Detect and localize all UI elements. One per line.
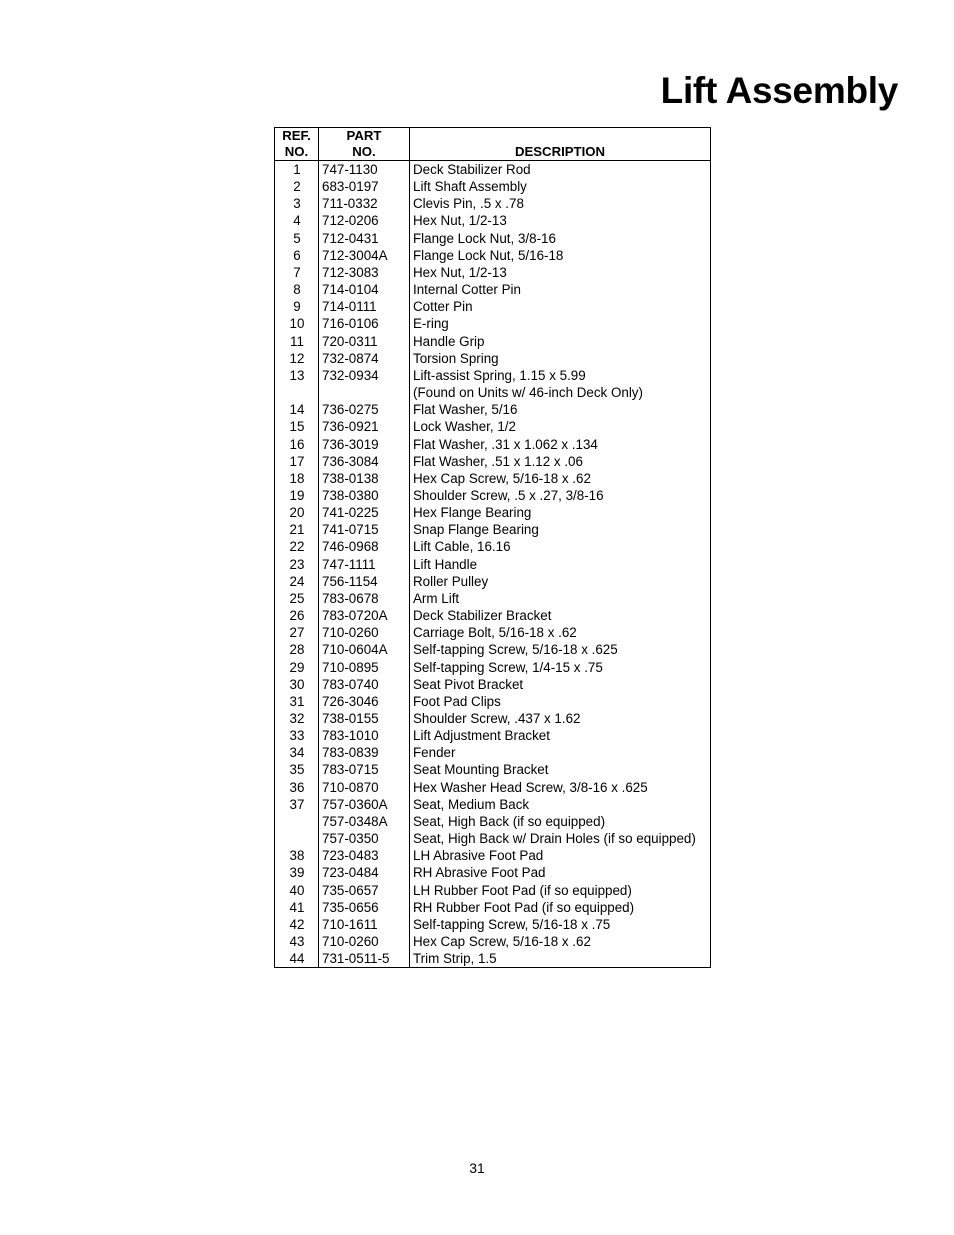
table-row: [275, 813, 711, 830]
parts-table-header-row: [275, 128, 711, 161]
part-no-cell: 710-1611: [319, 916, 410, 933]
ref-no-cell: 3: [275, 195, 319, 212]
description-cell: Deck Stabilizer Rod: [410, 161, 711, 179]
table-row: [275, 367, 711, 384]
description-cell: Roller Pulley: [410, 573, 711, 590]
part-no-cell: 712-0431: [319, 230, 410, 247]
ref-no-cell: 15: [275, 418, 319, 435]
table-row: [275, 418, 711, 435]
table-row: [275, 453, 711, 470]
header-ref-line1: REF.: [282, 128, 311, 143]
ref-no-cell: 21: [275, 521, 319, 538]
table-row: [275, 384, 711, 401]
description-cell: Lift Adjustment Bracket: [410, 727, 711, 744]
table-row: [275, 264, 711, 281]
table-row: [275, 933, 711, 950]
part-no-cell: 712-0206: [319, 212, 410, 229]
part-no-cell: 783-0740: [319, 676, 410, 693]
header-ref-line2: NO.: [284, 143, 309, 159]
page-number: 31: [469, 1160, 485, 1176]
table-row: [275, 573, 711, 590]
table-row: [275, 436, 711, 453]
parts-table-body: [275, 161, 711, 968]
table-row: [275, 796, 711, 813]
ref-no-cell: 14: [275, 401, 319, 418]
description-cell: (Found on Units w/ 46-inch Deck Only): [410, 384, 711, 401]
ref-no-cell: 8: [275, 281, 319, 298]
part-no-cell: 741-0715: [319, 521, 410, 538]
ref-no-cell: 24: [275, 573, 319, 590]
part-no-cell: 712-3083: [319, 264, 410, 281]
description-cell: Lift Shaft Assembly: [410, 178, 711, 195]
table-row: [275, 212, 711, 229]
part-no-cell: 747-1130: [319, 161, 410, 179]
header-part-line2: NO.: [352, 143, 376, 159]
ref-no-cell: 37: [275, 796, 319, 813]
description-cell: Carriage Bolt, 5/16-18 x .62: [410, 624, 711, 641]
table-row: [275, 247, 711, 264]
ref-no-cell: 33: [275, 727, 319, 744]
part-no-cell: 746-0968: [319, 538, 410, 555]
description-cell: Arm Lift: [410, 590, 711, 607]
part-no-cell: 735-0657: [319, 882, 410, 899]
table-row: [275, 230, 711, 247]
description-cell: Hex Nut, 1/2-13: [410, 212, 711, 229]
ref-no-cell: 26: [275, 607, 319, 624]
description-cell: Hex Nut, 1/2-13: [410, 264, 711, 281]
table-row: [275, 641, 711, 658]
description-cell: Seat Mounting Bracket: [410, 761, 711, 778]
ref-no-cell: [275, 813, 319, 830]
header-description: [410, 128, 711, 161]
part-no-cell: 683-0197: [319, 178, 410, 195]
ref-no-cell: 44: [275, 950, 319, 968]
description-cell: RH Abrasive Foot Pad: [410, 864, 711, 881]
description-cell: Lift-assist Spring, 1.15 x 5.99: [410, 367, 711, 384]
table-row: [275, 504, 711, 521]
table-row: [275, 538, 711, 555]
table-row: [275, 281, 711, 298]
ref-no-cell: 30: [275, 676, 319, 693]
description-cell: Hex Cap Screw, 5/16-18 x .62: [410, 933, 711, 950]
ref-no-cell: 12: [275, 350, 319, 367]
ref-no-cell: 38: [275, 847, 319, 864]
part-no-cell: 741-0225: [319, 504, 410, 521]
part-no-cell: 711-0332: [319, 195, 410, 212]
table-row: [275, 693, 711, 710]
part-no-cell: 736-0275: [319, 401, 410, 418]
part-no-cell: 710-0870: [319, 779, 410, 796]
ref-no-cell: [275, 384, 319, 401]
part-no-cell: 716-0106: [319, 315, 410, 332]
table-row: [275, 624, 711, 641]
ref-no-cell: 7: [275, 264, 319, 281]
part-no-cell: 736-3019: [319, 436, 410, 453]
description-cell: Torsion Spring: [410, 350, 711, 367]
ref-no-cell: 40: [275, 882, 319, 899]
part-no-cell: 726-3046: [319, 693, 410, 710]
description-cell: Cotter Pin: [410, 298, 711, 315]
part-no-cell: 783-1010: [319, 727, 410, 744]
part-no-cell: 757-0348A: [319, 813, 410, 830]
description-cell: Clevis Pin, .5 x .78: [410, 195, 711, 212]
part-no-cell: 710-0895: [319, 659, 410, 676]
header-ref-no: [275, 128, 319, 161]
part-no-cell: 723-0483: [319, 847, 410, 864]
description-cell: Shoulder Screw, .437 x 1.62: [410, 710, 711, 727]
description-cell: Seat, High Back (if so equipped): [410, 813, 711, 830]
part-no-cell: 723-0484: [319, 864, 410, 881]
header-description-label: DESCRIPTION: [514, 143, 606, 159]
table-row: [275, 470, 711, 487]
ref-no-cell: 34: [275, 744, 319, 761]
ref-no-cell: 20: [275, 504, 319, 521]
table-row: [275, 195, 711, 212]
description-cell: Shoulder Screw, .5 x .27, 3/8-16: [410, 487, 711, 504]
ref-no-cell: 4: [275, 212, 319, 229]
description-cell: Self-tapping Screw, 1/4-15 x .75: [410, 659, 711, 676]
ref-no-cell: 11: [275, 333, 319, 350]
ref-no-cell: 41: [275, 899, 319, 916]
parts-table: [274, 127, 711, 968]
ref-no-cell: 5: [275, 230, 319, 247]
part-no-cell: 735-0656: [319, 899, 410, 916]
part-no-cell: 710-0604A: [319, 641, 410, 658]
table-row: [275, 401, 711, 418]
table-row: [275, 710, 711, 727]
part-no-cell: 712-3004A: [319, 247, 410, 264]
ref-no-cell: 10: [275, 315, 319, 332]
description-cell: Self-tapping Screw, 5/16-18 x .75: [410, 916, 711, 933]
description-cell: Seat Pivot Bracket: [410, 676, 711, 693]
part-no-cell: 710-0260: [319, 933, 410, 950]
ref-no-cell: 43: [275, 933, 319, 950]
description-cell: Flat Washer, .51 x 1.12 x .06: [410, 453, 711, 470]
table-row: [275, 161, 711, 179]
table-row: [275, 916, 711, 933]
part-no-cell: 738-0155: [319, 710, 410, 727]
description-cell: E-ring: [410, 315, 711, 332]
table-row: [275, 761, 711, 778]
part-no-cell: 732-0934: [319, 367, 410, 384]
ref-no-cell: 9: [275, 298, 319, 315]
description-cell: Flange Lock Nut, 3/8-16: [410, 230, 711, 247]
ref-no-cell: [275, 830, 319, 847]
ref-no-cell: 42: [275, 916, 319, 933]
ref-no-cell: 6: [275, 247, 319, 264]
description-cell: Snap Flange Bearing: [410, 521, 711, 538]
ref-no-cell: 13: [275, 367, 319, 384]
part-no-cell: 720-0311: [319, 333, 410, 350]
part-no-cell: 738-0380: [319, 487, 410, 504]
description-cell: Hex Cap Screw, 5/16-18 x .62: [410, 470, 711, 487]
part-no-cell: 783-0720A: [319, 607, 410, 624]
description-cell: Flat Washer, 5/16: [410, 401, 711, 418]
table-row: [275, 590, 711, 607]
ref-no-cell: 17: [275, 453, 319, 470]
table-row: [275, 350, 711, 367]
table-row: [275, 333, 711, 350]
ref-no-cell: 28: [275, 641, 319, 658]
table-row: [275, 830, 711, 847]
part-no-cell: 736-0921: [319, 418, 410, 435]
table-row: [275, 676, 711, 693]
ref-no-cell: 19: [275, 487, 319, 504]
description-cell: Hex Flange Bearing: [410, 504, 711, 521]
description-cell: Hex Washer Head Screw, 3/8-16 x .625: [410, 779, 711, 796]
ref-no-cell: 25: [275, 590, 319, 607]
table-row: [275, 178, 711, 195]
part-no-cell: 757-0350: [319, 830, 410, 847]
description-cell: Flange Lock Nut, 5/16-18: [410, 247, 711, 264]
table-row: [275, 847, 711, 864]
description-cell: Seat, Medium Back: [410, 796, 711, 813]
table-row: [275, 556, 711, 573]
description-cell: LH Abrasive Foot Pad: [410, 847, 711, 864]
table-row: [275, 607, 711, 624]
part-no-cell: 714-0111: [319, 298, 410, 315]
description-cell: Trim Strip, 1.5: [410, 950, 711, 968]
part-no-cell: 783-0715: [319, 761, 410, 778]
table-row: [275, 487, 711, 504]
description-cell: Internal Cotter Pin: [410, 281, 711, 298]
ref-no-cell: 18: [275, 470, 319, 487]
ref-no-cell: 35: [275, 761, 319, 778]
description-cell: Fender: [410, 744, 711, 761]
table-row: [275, 882, 711, 899]
description-cell: Self-tapping Screw, 5/16-18 x .625: [410, 641, 711, 658]
ref-no-cell: 29: [275, 659, 319, 676]
part-no-cell: 783-0678: [319, 590, 410, 607]
description-cell: RH Rubber Foot Pad (if so equipped): [410, 899, 711, 916]
description-cell: Flat Washer, .31 x 1.062 x .134: [410, 436, 711, 453]
part-no-cell: 747-1111: [319, 556, 410, 573]
table-row: [275, 864, 711, 881]
description-cell: Lock Washer, 1/2: [410, 418, 711, 435]
ref-no-cell: 22: [275, 538, 319, 555]
part-no-cell: 714-0104: [319, 281, 410, 298]
part-no-cell: 783-0839: [319, 744, 410, 761]
part-no-cell: 738-0138: [319, 470, 410, 487]
ref-no-cell: 16: [275, 436, 319, 453]
part-no-cell: 710-0260: [319, 624, 410, 641]
table-row: [275, 521, 711, 538]
table-row: [275, 659, 711, 676]
part-no-cell: 732-0874: [319, 350, 410, 367]
table-row: [275, 899, 711, 916]
part-no-cell: 731-0511-5: [319, 950, 410, 968]
table-row: [275, 744, 711, 761]
table-row: [275, 779, 711, 796]
ref-no-cell: 23: [275, 556, 319, 573]
ref-no-cell: 1: [275, 161, 319, 179]
ref-no-cell: 39: [275, 864, 319, 881]
part-no-cell: [319, 384, 410, 401]
header-part-no: [319, 128, 410, 161]
table-row: [275, 298, 711, 315]
table-row: [275, 315, 711, 332]
ref-no-cell: 32: [275, 710, 319, 727]
ref-no-cell: 31: [275, 693, 319, 710]
header-part-line1: PART: [346, 128, 382, 143]
part-no-cell: 756-1154: [319, 573, 410, 590]
description-cell: Lift Cable, 16.16: [410, 538, 711, 555]
table-row: [275, 950, 711, 968]
description-cell: LH Rubber Foot Pad (if so equipped): [410, 882, 711, 899]
page-title: Lift Assembly: [660, 70, 898, 111]
part-no-cell: 736-3084: [319, 453, 410, 470]
description-cell: Seat, High Back w/ Drain Holes (if so equipped): [410, 830, 711, 847]
ref-no-cell: 2: [275, 178, 319, 195]
ref-no-cell: 27: [275, 624, 319, 641]
ref-no-cell: 36: [275, 779, 319, 796]
description-cell: Lift Handle: [410, 556, 711, 573]
description-cell: Foot Pad Clips: [410, 693, 711, 710]
part-no-cell: 757-0360A: [319, 796, 410, 813]
description-cell: Deck Stabilizer Bracket: [410, 607, 711, 624]
table-row: [275, 727, 711, 744]
description-cell: Handle Grip: [410, 333, 711, 350]
